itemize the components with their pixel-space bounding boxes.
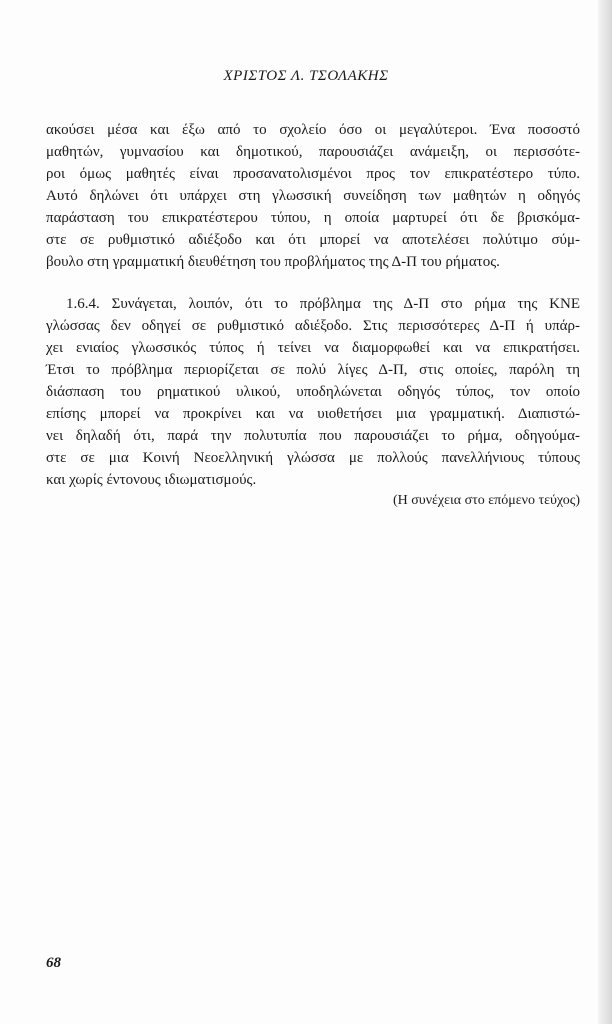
text-line: νει δηλαδή ότι, παρά την πολυτυπία που παρουσιάζει το ρήμα, οδηγούμα- <box>46 428 580 444</box>
text-line: ροι όμως μαθητές είναι προσανατολισμένοι προς τον επικρατέστερο τύπο. <box>46 166 580 182</box>
text-line: Έτσι το πρόβλημα περιορίζεται σε πολύ λίγες Δ-Π, στις οποίες, παρόλη τη <box>46 362 580 378</box>
page-number: 68 <box>46 955 61 971</box>
text-line: επίσης μπορεί να προκρίνει και να υιοθετήσει μια γραμματική. Διαπιστώ- <box>46 406 580 422</box>
text-line: στε σε μια Κοινή Νεοελληνική γλώσσα με πολλούς πανελλήνιους τύπους <box>46 450 580 466</box>
text-line: Αυτό δηλώνει ότι υπάρχει στη γλωσσική συνείδηση των μαθητών η οδηγός <box>46 188 580 204</box>
paragraph-2 <box>46 293 580 491</box>
text-line: διάσπαση του ρηματικού υλικού, υποδηλώνεται οδηγός τύπος, τον οποίο <box>46 384 580 400</box>
paragraph-1 <box>46 119 580 273</box>
running-header-author: ΧΡΙΣΤΟΣ Λ. ΤΣΟΛΑΚΗΣ <box>223 68 389 84</box>
continued-note: (Η συνέχεια στο επόμενο τεύχος) <box>392 493 580 508</box>
text-line: βουλο στη γραμματική διευθέτηση του προβλήματος της Δ-Π του ρήματος. <box>46 254 500 270</box>
page-edge-shadow <box>598 0 612 1024</box>
text-line: παράσταση του επικρατέστερου τύπου, η οποία μαρτυρεί ότι δε βρισκόμα- <box>46 210 580 226</box>
text-line: ακούσει μέσα και έξω από το σχολείο όσο οι μεγαλύτεροι. Ένα ποσοστό <box>46 122 580 138</box>
text-line: χει ενιαίος γλωσσικός τύπος ή τείνει να διαμορφωθεί και να επικρατήσει. <box>46 340 580 356</box>
text-line: στε σε ρυθμιστικό αδιέξοδο και ότι μπορεί να αποτελέσει πολύτιμο σύμ- <box>46 232 580 248</box>
text-line: και χωρίς έντονους ιδιωματισμούς. <box>46 472 257 488</box>
text-line: γλώσσας δεν οδηγεί σε ρυθμιστικό αδιέξοδο. Στις περισσότερες Δ-Π ή υπάρ- <box>46 318 580 334</box>
text-line: 1.6.4. Συνάγεται, λοιπόν, ότι το πρόβλημα της Δ-Π στο ρήμα της ΚΝΕ <box>66 296 580 312</box>
text-line: μαθητών, γυμνασίου και δημοτικού, παρουσιάζει ανάμειξη, οι περισσότε- <box>46 144 580 160</box>
